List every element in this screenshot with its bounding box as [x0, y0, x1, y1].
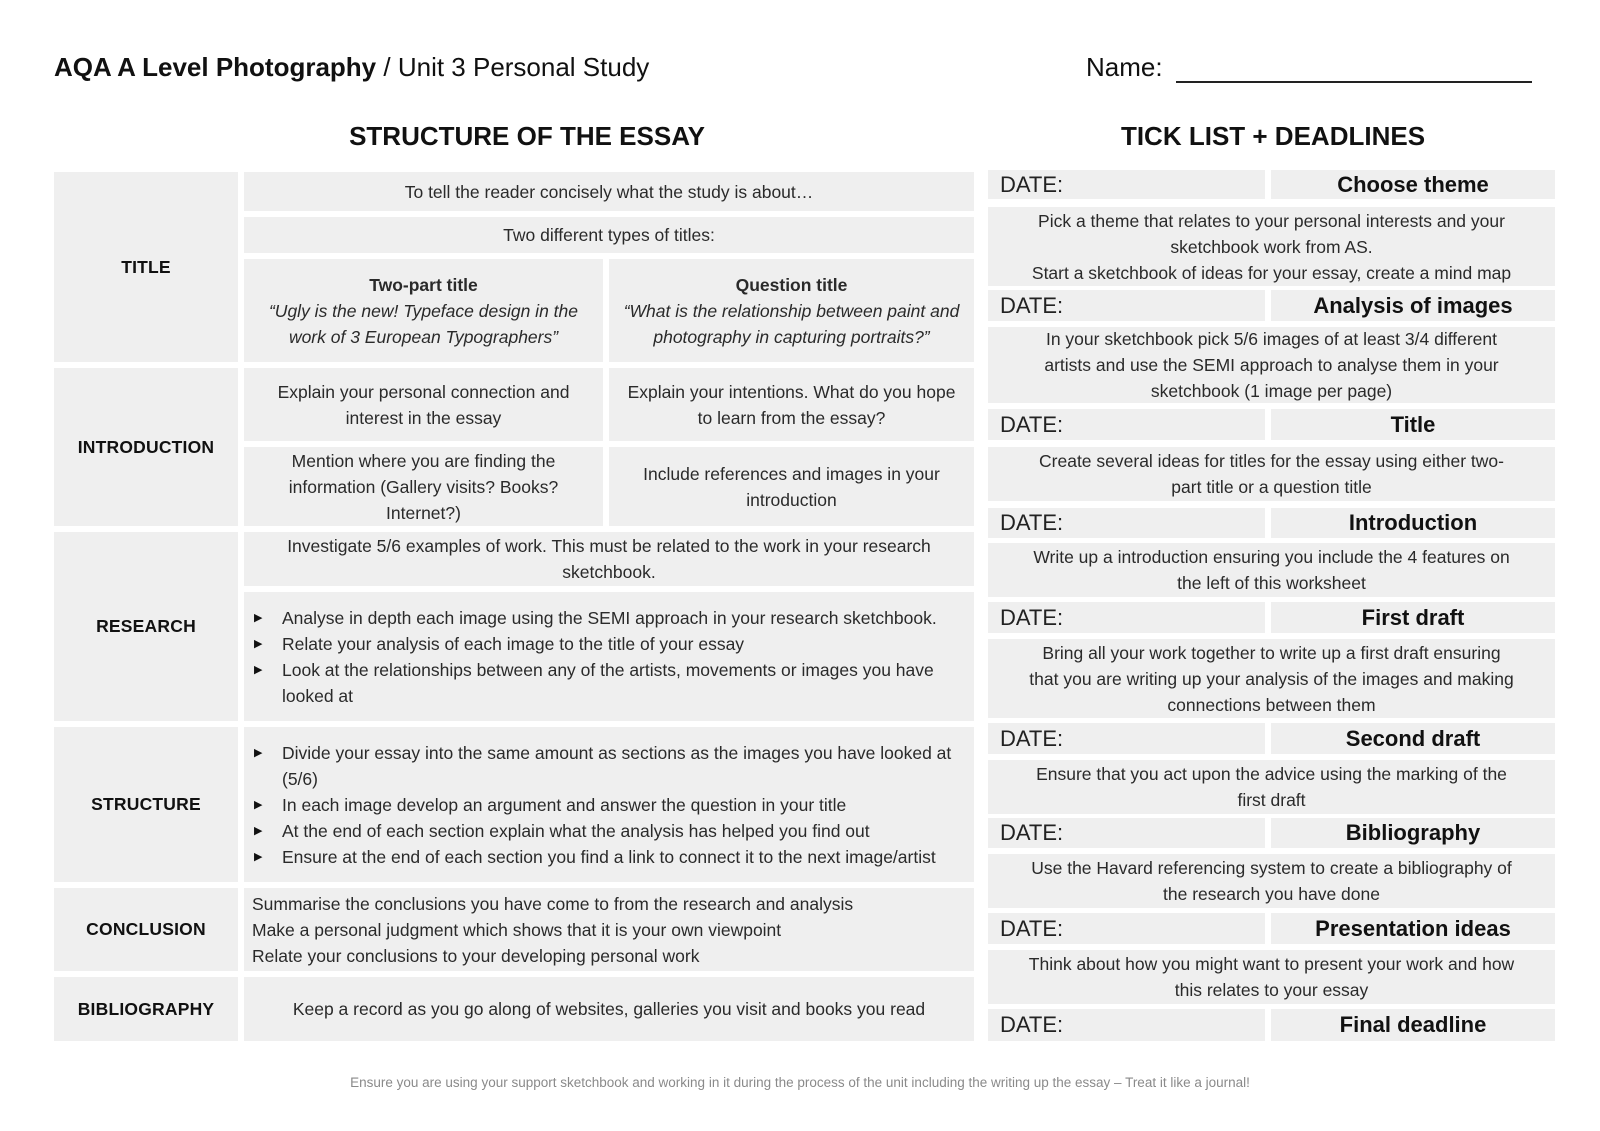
essay-structure-heading: STRUCTURE OF THE ESSAY [349, 121, 705, 151]
task-title: Presentation ideas [1271, 913, 1555, 944]
list-item: ▶ In each image develop an argument and answer the question in your title [244, 792, 960, 818]
task-description-line: Start a sketchbook of ideas for your essay, create a mind map [1031, 262, 1512, 283]
task-description [988, 854, 1555, 908]
research-bullets [244, 592, 974, 721]
task-description [988, 760, 1555, 814]
course-title: AQA A Level Photography [54, 52, 377, 82]
list-item: ▶ Relate your analysis of each image to the title of your essay [244, 631, 960, 657]
task-description-line: the left of this worksheet [1177, 573, 1366, 593]
task-description-line: Write up a introduction ensuring you include the 4 features on [1033, 547, 1510, 567]
task-description-line: Think about how you might want to present your work and how [1028, 954, 1515, 974]
question-title-heading: Question title [735, 274, 848, 295]
row-label-structure: STRUCTURE [54, 727, 238, 882]
task-title: Second draft [1271, 723, 1555, 754]
research-intro: Investigate 5/6 examples of work. This must be related to the work in your research sketchbook. [244, 532, 974, 586]
page-header [54, 52, 649, 83]
date-field[interactable]: DATE: [988, 409, 1265, 440]
date-field[interactable]: DATE: [988, 818, 1265, 848]
task-title: Title [1271, 409, 1555, 440]
structure-bullets [244, 727, 974, 882]
task-title: Analysis of images [1271, 290, 1555, 321]
task-description-line: first draft [1237, 790, 1306, 810]
list-item: ▶ Analyse in depth each image using the SEMI approach in your research sketchbook. [244, 605, 960, 631]
list-item: ▶ Look at the relationships between any of the artists, movements or images you have looked at [244, 657, 960, 709]
unit-title: / Unit 3 Personal Study [376, 52, 650, 82]
conclusion-text [244, 888, 974, 971]
date-field[interactable]: DATE: [988, 602, 1265, 633]
task-title: Bibliography [1271, 818, 1555, 848]
intro-cell-references: Include references and images in your introduction [609, 447, 974, 526]
task-description-line: sketchbook work from AS. [1170, 236, 1373, 257]
task-title: Final deadline [1271, 1009, 1555, 1041]
task-description-line: part title or a question title [1171, 477, 1372, 497]
intro-cell-intentions: Explain your intentions. What do you hope to learn from the essay? [609, 368, 974, 441]
date-field[interactable]: DATE: [988, 1009, 1265, 1041]
row-label-bibliography: BIBLIOGRAPHY [54, 977, 238, 1041]
date-field[interactable]: DATE: [988, 508, 1265, 538]
task-description-line: Create several ideas for titles for the essay using either two- [1039, 451, 1504, 471]
conclusion-line: Relate your conclusions to your developing personal work [252, 945, 700, 966]
task-title: Introduction [1271, 508, 1555, 538]
task-description-line: that you are writing up your analysis of the images and making [1029, 668, 1514, 689]
bibliography-text: Keep a record as you go along of websites, galleries you visit and books you read [244, 977, 974, 1041]
task-title: First draft [1271, 602, 1555, 633]
list-item: ▶ Divide your essay into the same amount as sections as the images you have looked at (5/6) [244, 740, 960, 792]
two-part-title-example: “Ugly is the new! Typeface design in the work of 3 European Typographers” [268, 300, 578, 347]
row-label-introduction: INTRODUCTION [54, 368, 238, 526]
task-description-line: connections between them [1167, 694, 1376, 715]
row-label-conclusion: CONCLUSION [54, 888, 238, 971]
date-field[interactable]: DATE: [988, 913, 1265, 944]
name-line[interactable] [1176, 55, 1532, 83]
task-title: Choose theme [1271, 170, 1555, 199]
task-description-line: Ensure that you act upon the advice using the marking of the [1036, 764, 1507, 784]
structure-bullet-list [244, 740, 960, 870]
task-description [988, 327, 1555, 403]
two-part-title-heading: Two-part title [369, 274, 478, 295]
task-description-line: artists and use the SEMI approach to analyse them in your [1044, 355, 1499, 375]
task-description [988, 543, 1555, 597]
task-description-line: sketchbook (1 image per page) [1150, 381, 1393, 401]
conclusion-lines [252, 891, 966, 969]
question-title-example: “What is the relationship between paint and photography in capturing portraits?” [623, 300, 960, 347]
date-field[interactable]: DATE: [988, 170, 1265, 199]
question-title-cell [609, 259, 974, 362]
conclusion-line: Make a personal judgment which shows that it is your own viewpoint [252, 919, 782, 940]
title-purpose: To tell the reader concisely what the study is about… [244, 172, 974, 211]
task-description-line: Pick a theme that relates to your personal interests and your [1038, 210, 1505, 231]
conclusion-line: Summarise the conclusions you have come to from the research and analysis [252, 893, 854, 914]
name-field[interactable] [1086, 52, 1532, 83]
ticklist-heading: TICK LIST + DEADLINES [1120, 121, 1426, 151]
task-description [988, 950, 1555, 1004]
date-field[interactable]: DATE: [988, 290, 1265, 321]
list-item: ▶ Ensure at the end of each section you find a link to connect it to the next image/artist [244, 844, 960, 870]
task-description-line: Bring all your work together to write up a first draft ensuring [1042, 642, 1501, 663]
intro-cell-connection: Explain your personal connection and interest in the essay [244, 368, 603, 441]
task-description [988, 447, 1555, 501]
research-bullet-list [244, 605, 960, 709]
footer-note: Ensure you are using your support sketchbook and working in it during the process of the unit including the writing up the essay – Treat it like a journal! [350, 1075, 1250, 1090]
task-description [988, 639, 1555, 718]
title-types-intro: Two different types of titles: [244, 217, 974, 253]
two-part-title-cell [244, 259, 603, 362]
task-description-line: the research you have done [1163, 884, 1380, 904]
task-description-line: this relates to your essay [1174, 980, 1369, 1000]
intro-cell-sources: Mention where you are finding the information (Gallery visits? Books? Internet?) [244, 447, 603, 526]
row-label-title: TITLE [54, 172, 238, 362]
task-description-line: Use the Havard referencing system to create a bibliography of [1031, 858, 1512, 878]
task-description [988, 207, 1555, 286]
date-field[interactable]: DATE: [988, 723, 1265, 754]
row-label-research: RESEARCH [54, 532, 238, 721]
task-description-line: In your sketchbook pick 5/6 images of at least 3/4 different [1045, 329, 1498, 349]
list-item: ▶ At the end of each section explain what the analysis has helped you find out [244, 818, 960, 844]
name-label: Name: [1086, 52, 1170, 82]
